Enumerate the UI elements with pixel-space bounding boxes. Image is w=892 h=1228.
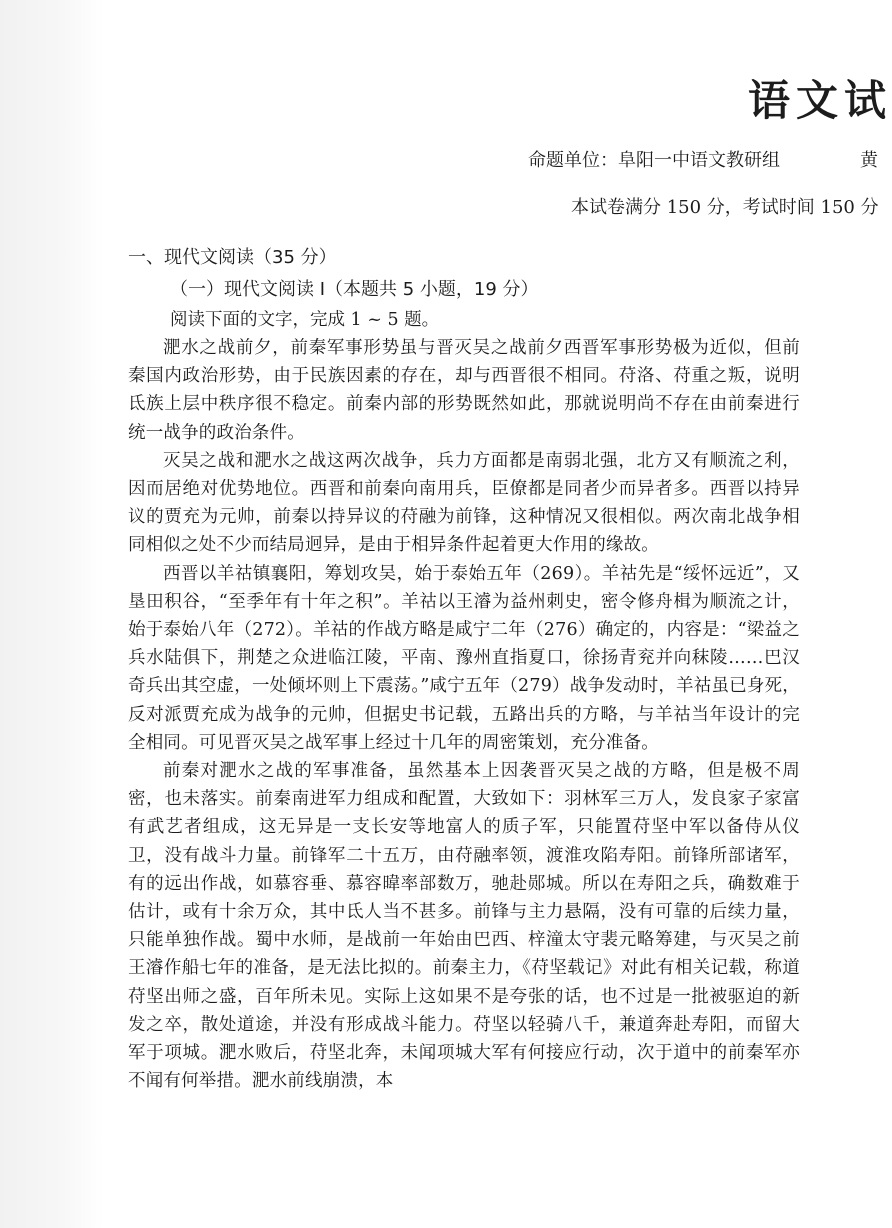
passage-paragraph: 前秦对淝水之战的军事准备，虽然基本上因袭晋灭吴之战的方略，但是极不周密，也未落实。前秦南进军力组成和配置，大致如下：羽林军三万人，发良家子家富有武艺者组成，这无异是一支长安等地富人的质子军，只能置苻坚中军以备侍从仪卫，没有战斗力量。前锋军二十五万，由苻融率领，渡淮攻陷寿阳。前锋所部诸军，有的远出作战，如慕容垂、慕容暐率部数万，驰赴郧城。所以在寿阳之兵，确数难于估计，或有十余万众，其中氐人当不甚多。前锋与主力悬隔，没有可靠的后续力量，只能单独作战。蜀中水师，是战前一年始由巴西、梓潼太守裴元略筹建，与灭吴之前王濬作船七年的准备，是无法比拟的。前秦主力，《苻坚载记》对此有相关记载，称道苻坚出师之盛，百年所未见。实际上这如果不是夸张的话，也不过是一批被驱迫的新发之卒，散处道途，并没有形成战斗能力。苻坚以轻骑八千，兼道奔赴寿阳，而留大军于项城。淝水败后，苻坚北奔，未闻项城大军有何接应行动，次于道中的前秦军亦不闻有何举措。淝水前线崩溃，本 — [128, 761, 800, 1092]
exam-title: 语文试 — [748, 76, 892, 125]
exam-content — [128, 244, 800, 1095]
exam-unit: 命题单位：阜阳一中语文教研组 — [528, 150, 780, 171]
section-heading: 一、现代文阅读（35 分） — [128, 247, 337, 268]
exam-info: 本试卷满分 150 分，考试时间 150 分 — [571, 197, 879, 218]
passage-paragraph: 淝水之战前夕，前秦军事形势虽与晋灭吴之战前夕西晋军事形势极为近似，但前秦国内政治形势，由于民族因素的存在，却与西晋很不相同。苻洛、苻重之叛，说明氐族上层中秩序很不稳定。前秦内部的形势既然如此，那就说明尚不存在由前秦进行统一战争的政治条件。 — [128, 338, 800, 443]
exam-unit-tail: 黄 — [860, 150, 878, 171]
passage-paragraph: 西晋以羊祜镇襄阳，筹划攻吴，始于泰始五年（269）。羊祜先是“绥怀远近”，又垦田积谷，“至季年有十年之积”。羊祜以王濬为益州刺史，密令修舟楫为顺流之计，始于泰始八年（272）。羊祜的作战方略是咸宁二年（276）确定的，内容是：“梁益之兵水陆俱下，荆楚之众进临江陵，平南、豫州直指夏口，徐扬青兖并向秣陵……巴汉奇兵出其空虚，一处倾坏则上下震荡。”咸宁五年（279）战争发动时，羊祜虽已身死，反对派贾充成为战争的元帅，但据史书记载，五路出兵的方略，与羊祜当年设计的完全相同。可见晋灭吴之战军事上经过十几年的周密策划，充分准备。 — [128, 563, 800, 753]
passage-paragraph: 灭吴之战和淝水之战这两次战争，兵力方面都是南弱北强，北方又有顺流之利，因而居绝对优势地位。西晋和前秦向南用兵，臣僚都是同者少而异者多。西晋以持异议的贾充为元帅，前秦以持异议的苻融为前锋，这种情况又很相似。两次南北战争相同相似之处不少而结局迥异，是由于相异条件起着更大作用的缘故。 — [128, 450, 800, 556]
scan-edge-shadow — [0, 0, 104, 1228]
reading-instruction: 阅读下面的文字，完成 1 ~ 5 题。 — [170, 310, 440, 330]
sub-section-heading: （一）现代文阅读 Ⅰ（本题共 5 小题，19 分） — [170, 279, 539, 300]
